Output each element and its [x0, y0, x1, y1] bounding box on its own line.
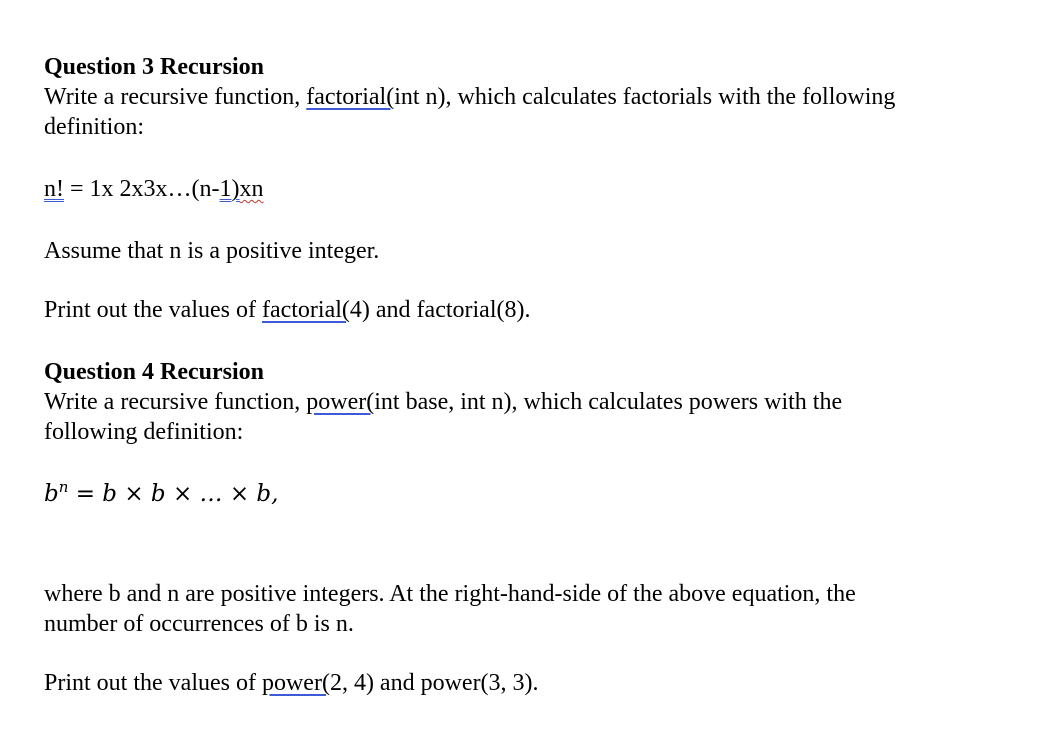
- q3-heading: Question 3 Recursion: [44, 54, 265, 80]
- q4-print-func: power(: [261, 670, 330, 696]
- q4-intro-post: int base, int n), which calculates powers with the: [374, 389, 843, 415]
- q4-intro-line1: [44, 387, 1024, 417]
- document-page: [44, 52, 1024, 698]
- q3-formula: [44, 174, 1024, 204]
- q4-eq-base: b: [44, 481, 59, 507]
- q4-where-line2: number of occurrences of b is n.: [44, 611, 354, 637]
- q3-print-func: factorial(: [261, 297, 350, 323]
- q4-func-name: power(: [306, 389, 375, 415]
- q4-print-instruction: [44, 668, 1024, 698]
- q3-intro-pre: Write a recursive function,: [44, 84, 307, 110]
- q4-print-post: 2, 4) and power(3, 3).: [329, 670, 539, 696]
- q3-formula-mid: = 1x 2x3x…(n-: [64, 176, 220, 202]
- q3-func-name: factorial(: [306, 84, 395, 110]
- q4-heading: Question 4 Recursion: [44, 359, 265, 385]
- q3-print-pre: Print out the values of: [44, 297, 262, 323]
- q3-print-instruction: [44, 295, 1024, 325]
- q4-where-line1: where b and n are positive integers. At the right-hand-side of the above equation, the: [44, 581, 856, 607]
- q4-intro-line2: following definition:: [44, 419, 244, 445]
- q4-eq-exponent: n: [58, 478, 69, 496]
- q3-formula-nbang: n!: [44, 176, 64, 202]
- q4-print-pre: Print out the values of: [44, 670, 262, 696]
- q4-power-equation: [44, 479, 1024, 509]
- q4-intro-pre: Write a recursive function,: [44, 389, 307, 415]
- q3-intro-line2: definition:: [44, 114, 144, 140]
- q3-formula-one: 1): [219, 176, 240, 202]
- q3-intro-post: int n), which calculates factorials with the following: [394, 84, 896, 110]
- q3-formula-xn: xn: [239, 176, 264, 202]
- q3-intro-line1: [44, 82, 1024, 112]
- q3-assumption: Assume that n is a positive integer.: [44, 238, 380, 264]
- q3-print-post: 4) and factorial(8).: [349, 297, 531, 323]
- q4-eq-rhs: = b × b × … × b,: [68, 481, 279, 507]
